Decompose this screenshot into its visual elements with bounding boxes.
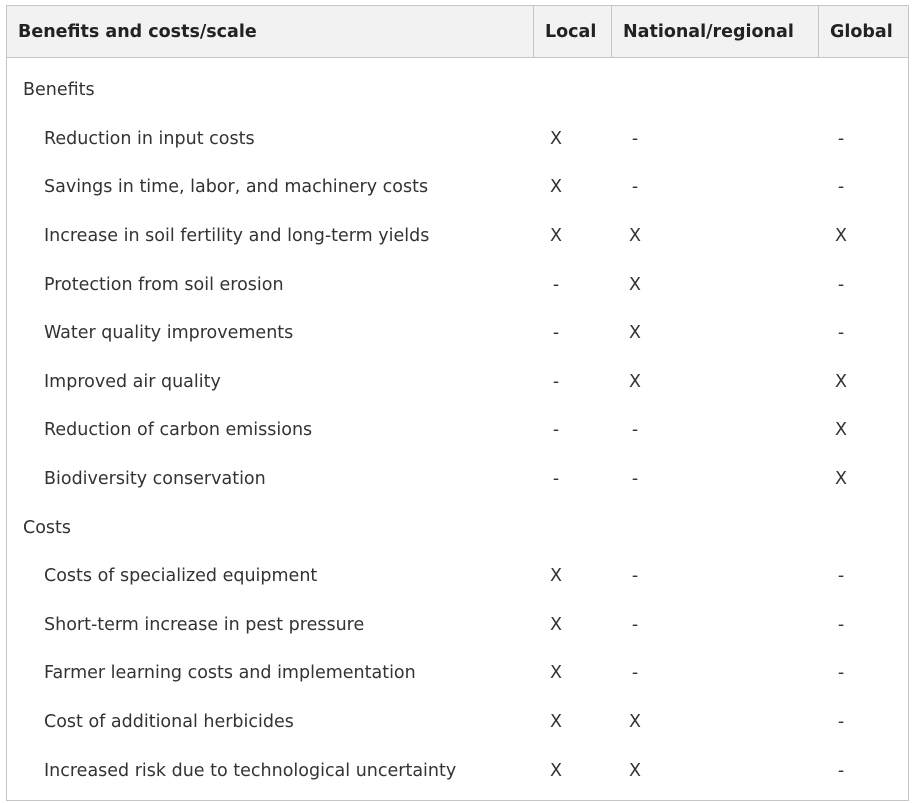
table-header xyxy=(7,6,908,58)
cell-global: - xyxy=(837,177,845,198)
header-national-regional: National/regional xyxy=(612,6,819,57)
table-row xyxy=(7,552,908,601)
cell-global: - xyxy=(837,614,845,635)
cell-national: X xyxy=(629,323,641,344)
cell-global: - xyxy=(837,712,845,733)
header-benefits-costs-scale: Benefits and costs/scale xyxy=(7,6,534,57)
row-label: Biodiversity conservation xyxy=(44,469,266,490)
cell-global: - xyxy=(837,663,845,684)
cell-global: - xyxy=(837,323,845,344)
benefits-costs-table xyxy=(6,5,909,801)
cell-national: X xyxy=(629,760,641,781)
cell-national: X xyxy=(629,712,641,733)
cell-local: X xyxy=(550,566,562,587)
table-row xyxy=(7,746,908,795)
cell-local: X xyxy=(550,177,562,198)
section-header-row xyxy=(7,66,908,115)
cell-global: - xyxy=(837,128,845,149)
cell-national: - xyxy=(631,420,639,441)
cell-national: X xyxy=(629,226,641,247)
cell-local: - xyxy=(552,469,560,490)
row-label: Increase in soil fertility and long-term yields xyxy=(44,226,430,247)
row-label: Short-term increase in pest pressure xyxy=(44,614,365,635)
cell-local: X xyxy=(550,712,562,733)
row-label: Farmer learning costs and implementation xyxy=(44,663,416,684)
cell-global: X xyxy=(835,226,847,247)
cell-national: X xyxy=(629,371,641,392)
row-label: Improved air quality xyxy=(44,371,221,392)
row-label: Costs of specialized equipment xyxy=(44,566,318,587)
table-row xyxy=(7,358,908,407)
table-row xyxy=(7,212,908,261)
table-row xyxy=(7,698,908,747)
cell-national: - xyxy=(631,128,639,149)
table-body xyxy=(7,58,908,795)
header-global: Global xyxy=(830,21,893,42)
cell-local: - xyxy=(552,274,560,295)
cell-local: - xyxy=(552,323,560,344)
cell-national: - xyxy=(631,566,639,587)
cell-national: - xyxy=(631,177,639,198)
section-label: Benefits xyxy=(23,80,95,101)
cell-local: - xyxy=(552,420,560,441)
cell-local: X xyxy=(550,226,562,247)
table-row xyxy=(7,601,908,650)
cell-national: X xyxy=(629,274,641,295)
cell-national: - xyxy=(631,614,639,635)
cell-global: X xyxy=(835,371,847,392)
row-label: Savings in time, labor, and machinery costs xyxy=(44,177,429,198)
row-label: Protection from soil erosion xyxy=(44,274,284,295)
cell-local: X xyxy=(550,760,562,781)
cell-national: - xyxy=(631,663,639,684)
table-row xyxy=(7,163,908,212)
section-label: Costs xyxy=(23,517,72,538)
table-row xyxy=(7,455,908,504)
cell-global: - xyxy=(837,760,845,781)
cell-local: X xyxy=(550,614,562,635)
row-label: Reduction of carbon emissions xyxy=(44,420,313,441)
row-label: Water quality improvements xyxy=(44,323,294,344)
table-row xyxy=(7,115,908,164)
cell-national: - xyxy=(631,469,639,490)
cell-global: X xyxy=(835,420,847,441)
cell-local: X xyxy=(550,128,562,149)
row-label: Reduction in input costs xyxy=(44,128,255,149)
cell-local: - xyxy=(552,371,560,392)
section-header-row xyxy=(7,503,908,552)
table-row xyxy=(7,406,908,455)
cell-global: - xyxy=(837,274,845,295)
table-row xyxy=(7,649,908,698)
table-row xyxy=(7,260,908,309)
cell-global: - xyxy=(837,566,845,587)
row-label: Cost of additional herbicides xyxy=(44,712,294,733)
table-row xyxy=(7,309,908,358)
header-local: Local xyxy=(534,6,612,57)
cell-global: X xyxy=(835,469,847,490)
cell-local: X xyxy=(550,663,562,684)
row-label: Increased risk due to technological uncertainty xyxy=(44,760,457,781)
